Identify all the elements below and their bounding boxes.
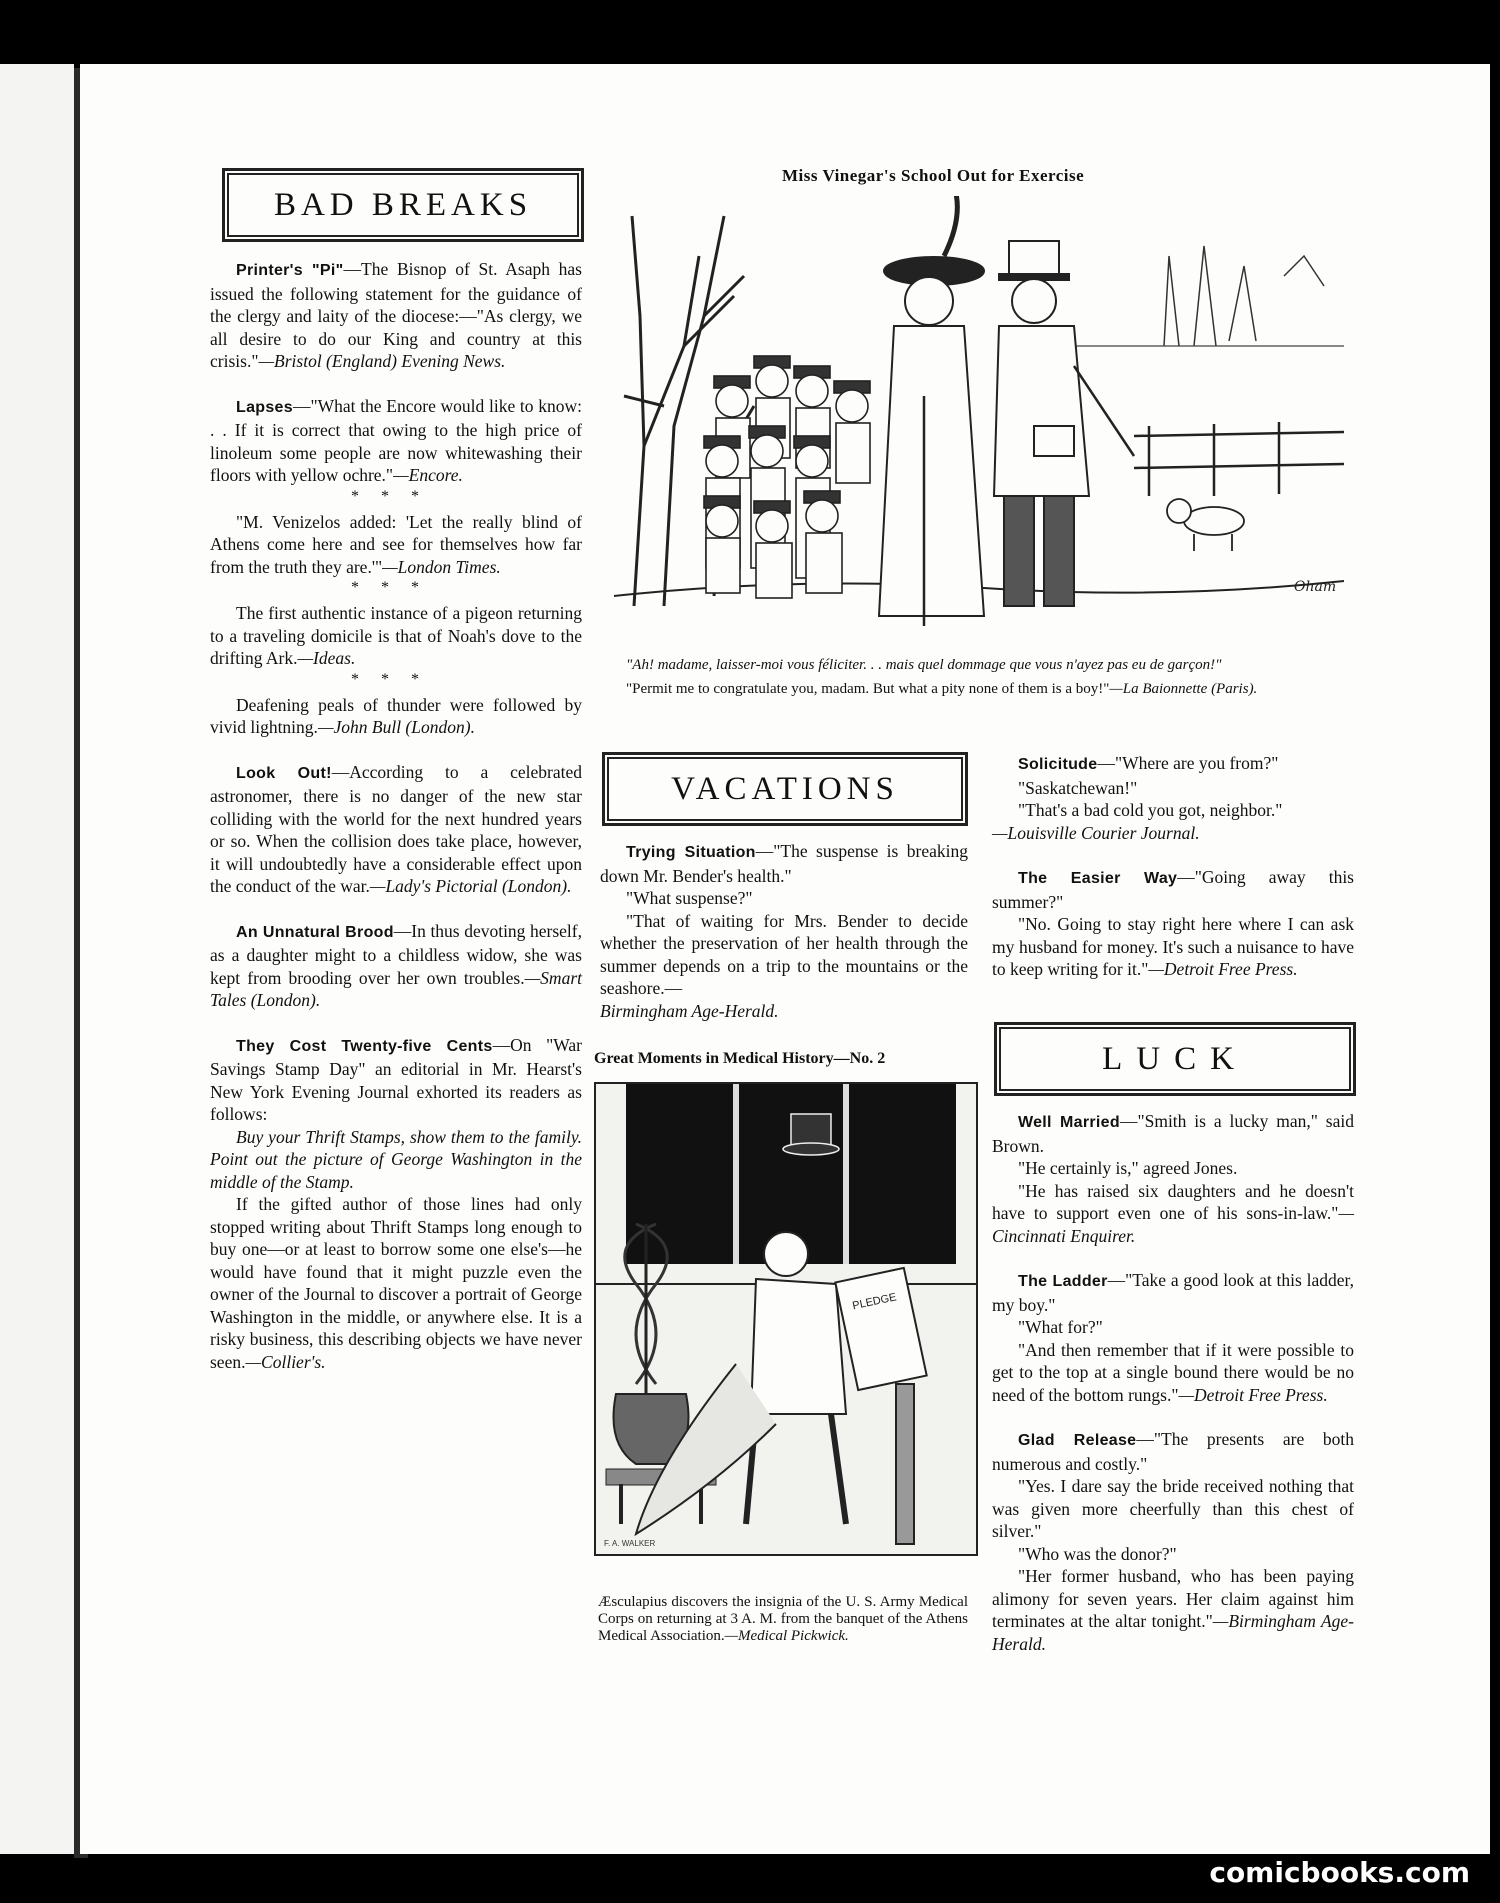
item-what-suspense: "What suspense?" — [626, 888, 753, 908]
medical-illustration — [594, 1082, 978, 1556]
item-what-for: "What for?" — [1018, 1317, 1103, 1337]
item-thrift-stamps: If the gifted author of those lines had only stopped writing about Thrift Stamps long enough to buy one—or at least to borrow some one else's—he would have found that it might puzzle even the owner of the Journal to discover a portrait of George Washington in the middle, or anywhere else. It is a risky business, this describing objects we have never seen.—Collier's. — [210, 1194, 582, 1372]
item-waiting: "That of waiting for Mrs. Bender to decide whether the preservation of her health through the summer depends on a trip to the mountains or the seashore.— Birmingham Age-Herald. — [600, 910, 968, 1021]
separator-stars: *** — [351, 487, 441, 505]
bad-breaks-heading: BAD BREAKS — [222, 168, 584, 242]
item-well-married: Well Married—"Smith is a lucky man," said Brown. — [992, 1111, 1354, 1156]
item-agreed-jones: "He certainly is," agreed Jones. — [1018, 1158, 1238, 1178]
separator-stars: *** — [351, 579, 441, 596]
item-pigeon: The first authentic instance of a pigeon returning to a traveling domicile is that of Noah's dove to the drifting Ark.—Ideas. — [210, 603, 582, 668]
item-six-daughters: "He has raised six daughters and he doesn't have to support even one of his sons-in-law."—Cincinnati Enquirer. — [992, 1180, 1354, 1246]
item-donor: "Who was the donor?" — [1018, 1543, 1177, 1564]
vacations-column-middle — [600, 840, 968, 1022]
comicbooks-watermark: comicbooks.com — [1209, 1856, 1470, 1889]
vacations-column-right — [992, 752, 1354, 981]
item-bride: "Yes. I dare say the bride received nothing that was given more cheerfully than this chest of silver." — [992, 1476, 1354, 1541]
item-venizelos: "M. Venizelos added: 'Let the really blind of Athens come here and see for themselves how far from the truth they are.'"—London Times. — [210, 511, 582, 577]
medical-caption — [598, 1594, 968, 1645]
medical-signature: F. A. WALKER — [604, 1539, 656, 1548]
item-thunder: Deafening peals of thunder were followed by vivid lightning.—John Bull (London). — [210, 694, 582, 737]
item-glad-release: Glad Release—"The presents are both numerous and costly." — [992, 1429, 1354, 1474]
medical-cartoon-title: Great Moments in Medical History—No. 2 — [594, 1050, 886, 1067]
vacations-heading: VACATIONS — [602, 752, 968, 826]
cartoon-signature: Oham — [1294, 579, 1337, 595]
item-unnatural-brood: An Unnatural Brood—In thus devoting herself, as a daughter might to a childless widow, she was kept from brooding over her own troubles.—Smart Tales (London). — [210, 920, 582, 1010]
cartoon-title: Miss Vinegar's School Out for Exercise — [782, 166, 1085, 185]
caption-french: "Ah! madame, laisser-moi vous féliciter. . . mais quel dommage que vous n'ayez pas eu de garçon!" — [626, 657, 1222, 673]
bad-breaks-column — [210, 258, 582, 1373]
item-the-ladder: The Ladder—"Take a good look at this ladder, my boy." — [992, 1270, 1354, 1315]
item-solicitude: Solicitude—"Where are you from?" — [1018, 753, 1279, 773]
facing-page-edge — [0, 64, 74, 1854]
caption-english: "Permit me to congratulate you, madam. But what a pity none of them is a boy!"—La Baionnette (Paris). — [626, 680, 1258, 697]
item-printers-pi: Printer's "Pi"—The Bisnop of St. Asaph has issued the following statement for the guidance of the clergy and laity of the diocese:—"As clergy, we all desire to do our King and country at this crisis."—Bristol (England) Evening News. — [210, 259, 582, 371]
medical-caption-text: Æsculapius discovers the insignia of the U. S. Army Medical Corps on returning at 3 A. M. from the banquet of the Athens Medical Association.—Medical Pickwick. — [598, 1594, 968, 1644]
item-twenty-five-cents: They Cost Twenty-five Cents—On "War Savings Stamp Day" an editorial in Mr. Hearst's New York Evening Journal exhorted its readers as follows: — [210, 1034, 582, 1124]
item-look-out: Look Out!—According to a celebrated astronomer, there is no danger of the new star colliding with the world for the next hundred years or so. When the collision does take place, however, it will undoubtedly have a considerable effect upon the conduct of the war.—Lady's Pictorial (London). — [210, 761, 582, 896]
separator-stars: *** — [351, 670, 441, 688]
luck-column — [992, 1110, 1354, 1655]
item-trying-situation: Trying Situation—"The suspense is breaking down Mr. Bender's health." — [600, 841, 968, 886]
item-former-husband: "Her former husband, who has been paying alimony for seven years. Her claim against him terminates at the altar tonight."—Birmingham Age-Herald. — [992, 1566, 1355, 1654]
cartoon-illustration — [604, 196, 1350, 646]
luck-heading: LUCK — [994, 1022, 1356, 1096]
item-lapses: Lapses—"What the Encore would like to know: . . If it is correct that owing to the high price of linoleum some people are now whitewashing their floors with yellow ochre."—Encore. — [210, 395, 582, 485]
item-stay-here: "No. Going to stay right here where I can ask my husband for money. It's such a nuisance to have to keep writing for it."—Detroit Free Press. — [992, 914, 1354, 979]
item-quote: Buy your Thrift Stamps, show them to the family. Point out the picture of George Washington in the middle of the Stamp. — [210, 1126, 582, 1192]
cartoon-caption — [600, 656, 1352, 699]
item-easier-way: The Easier Way—"Going away this summer?" — [992, 867, 1354, 912]
medical-sign-text: PLEDGE — [851, 1291, 898, 1313]
item-bad-cold: "That's a bad cold you got, neighbor." —Louisville Courier Journal. — [992, 800, 1283, 843]
item-remember: "And then remember that if it were possible to get to the top at a single bound there would be no need of the bottom rungs."—Detroit Free Press. — [992, 1339, 1354, 1405]
item-saskatchewan: "Saskatchewan!" — [1018, 777, 1138, 798]
